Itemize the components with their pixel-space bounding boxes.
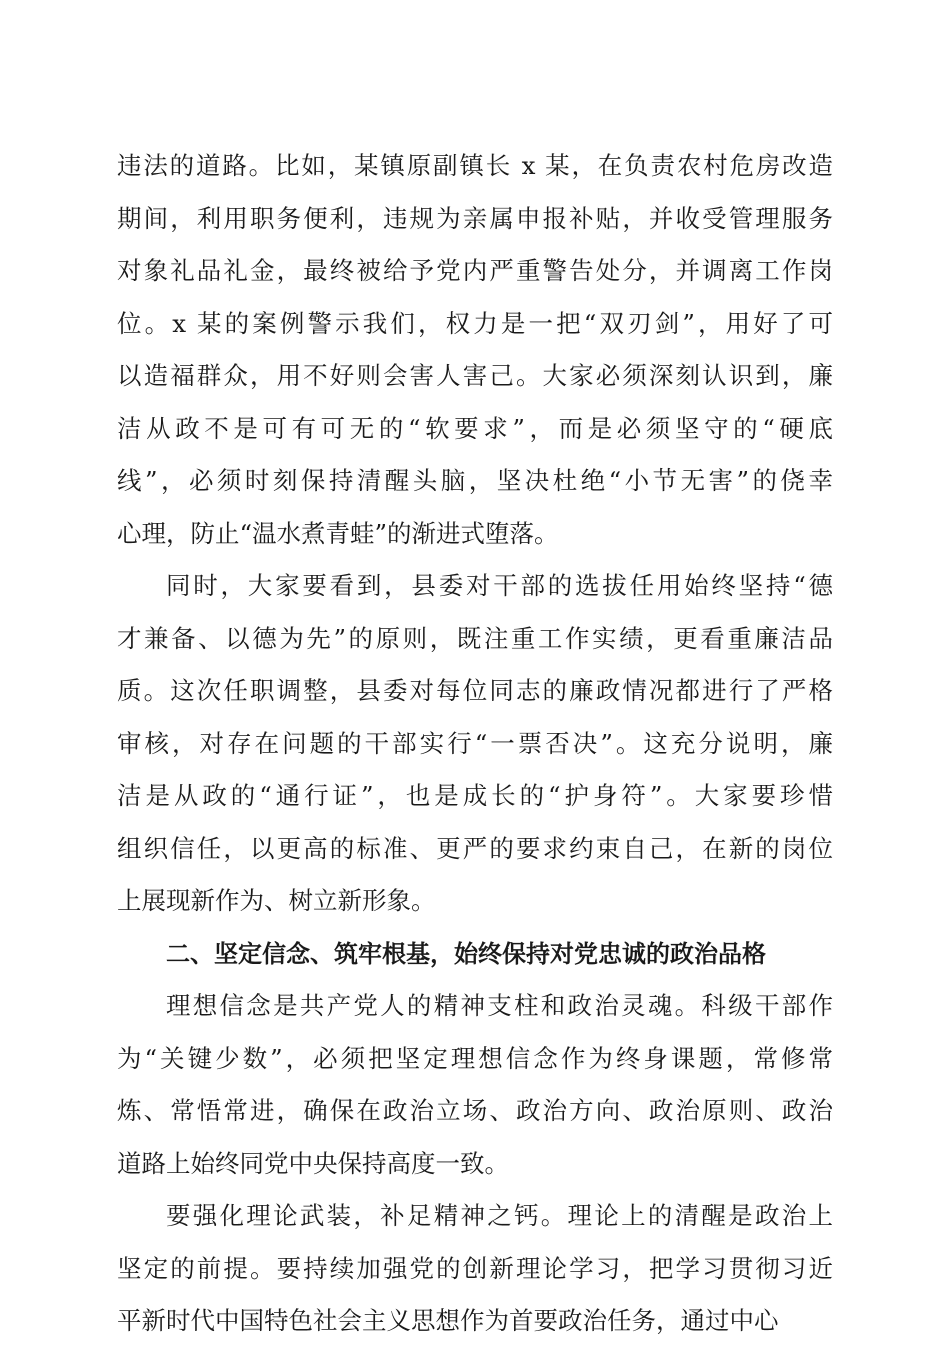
- text-line: 洁是从政的“通行证”，也是成长的“护身符”。大家要珍惜: [117, 781, 833, 810]
- text-line: 同时，大家要看到，县委对干部的选拔任用始终坚持“德: [166, 571, 833, 600]
- text-line: 为“关键少数”，必须把坚定理想信念作为终身课题，常修常: [117, 1043, 833, 1073]
- text-line: 线”，必须时刻保持清醒头脑，坚决杜绝“小节无害”的侥幸: [117, 466, 833, 495]
- text-line: 才兼备、以德为先”的原则，既注重工作实绩，更看重廉洁品: [117, 623, 833, 653]
- section-heading: [117, 928, 833, 981]
- text-line: 道路上始终同党中央保持高度一致。: [117, 1148, 509, 1178]
- text-line: 组织信任，以更高的标准、更严的要求约束自己，在新的岗位: [117, 833, 833, 863]
- document-body: [117, 140, 833, 1348]
- text-line: 以造福群众，用不好则会害人害己。大家必须深刻认识到，廉: [117, 361, 833, 390]
- text-line: 心理，防止“温水煮青蛙”的渐进式堕落。: [117, 518, 559, 548]
- paragraph: [117, 1190, 833, 1348]
- text-line: 坚定的前提。要持续加强党的创新理论学习，把学习贯彻习近: [117, 1253, 833, 1283]
- text-line: 审核，对存在问题的干部实行“一票否决”。这充分说明，廉: [117, 728, 833, 758]
- text-line: 期间，利用职务便利，违规为亲属申报补贴，并收受管理服务: [117, 203, 833, 233]
- paragraph: [117, 980, 833, 1190]
- text-line: 洁从政不是可有可无的“软要求”，而是必须坚守的“硬底: [117, 413, 833, 443]
- text-line: 质。这次任职调整，县委对每位同志的廉政情况都进行了严格: [117, 676, 833, 705]
- paragraph: [117, 560, 833, 928]
- paragraph: [117, 140, 833, 560]
- text-line: 二、坚定信念、筑牢根基，始终保持对党忠诚的政治品格: [166, 939, 766, 968]
- text-line: 位。x 某的案例警示我们，权力是一把“双刃剑”，用好了可: [117, 308, 833, 338]
- text-line: 上展现新作为、树立新形象。: [117, 886, 436, 915]
- text-line: 对象礼品礼金，最终被给予党内严重警告处分，并调离工作岗: [117, 256, 833, 285]
- text-line: 理想信念是共产党人的精神支柱和政治灵魂。科级干部作: [166, 991, 833, 1020]
- text-line: 违法的道路。比如，某镇原副镇长 x 某，在负责农村危房改造: [117, 151, 833, 180]
- text-line: 炼、常悟常进，确保在政治立场、政治方向、政治原则、政治: [117, 1096, 833, 1125]
- text-line: 要强化理论武装，补足精神之钙。理论上的清醒是政治上: [166, 1201, 833, 1230]
- text-line: 平新时代中国特色社会主义思想作为首要政治任务，通过中心: [117, 1306, 779, 1335]
